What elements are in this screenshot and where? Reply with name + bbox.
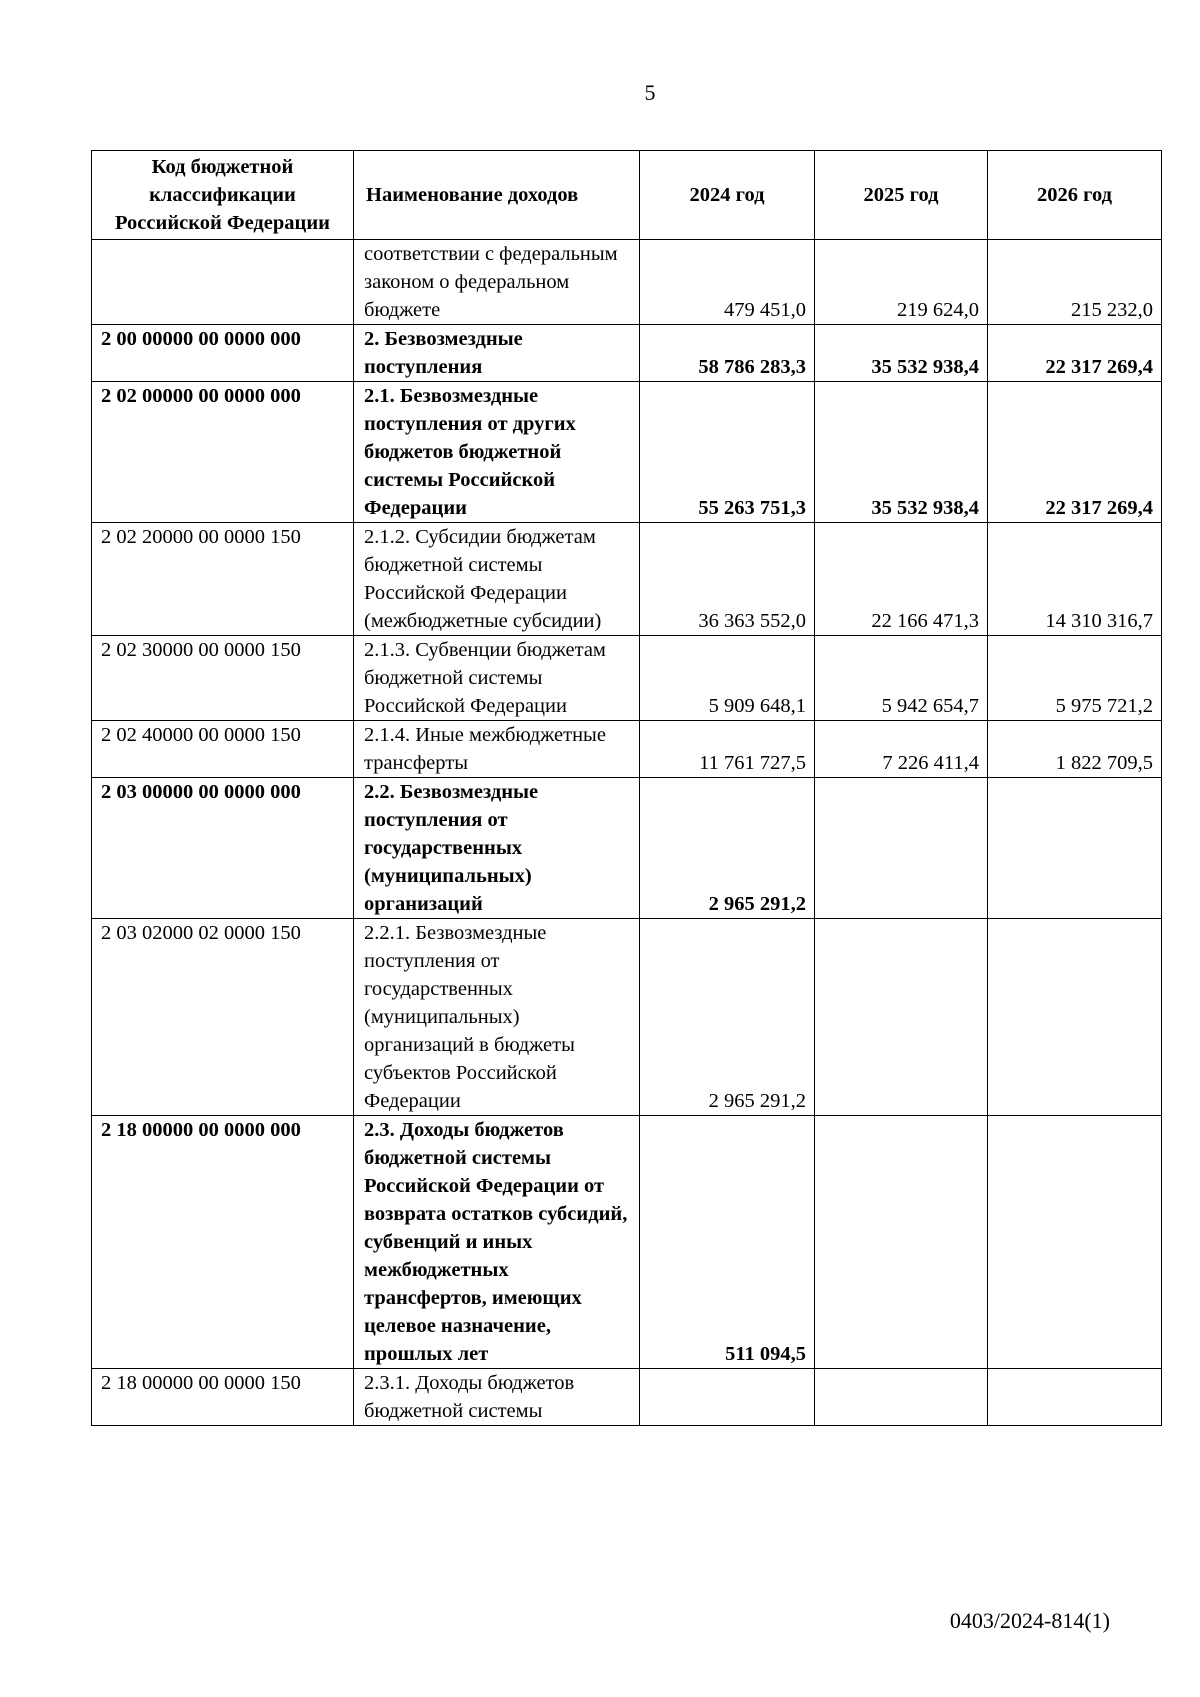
- value-2026-cell: [988, 1116, 1162, 1369]
- revenue-name-cell: 2.2. Безвозмездные поступления от государственных (муниципальных) организаций: [354, 778, 640, 919]
- header-2025: 2025 год: [815, 151, 988, 240]
- table-row: [92, 1116, 1162, 1369]
- value-2026-cell: 22 317 269,4: [988, 382, 1162, 523]
- table-row: [92, 1369, 1162, 1426]
- revenue-table: [91, 150, 1162, 1426]
- revenue-name-cell: 2.1.4. Иные межбюджетные трансферты: [354, 721, 640, 778]
- page-number: 5: [644, 80, 656, 105]
- table-row: [92, 382, 1162, 523]
- code-cell: [92, 240, 354, 325]
- document-number: 0403/2024-814(1): [949, 1608, 1110, 1633]
- value-2025-cell: [815, 778, 988, 919]
- table-row: [92, 240, 1162, 325]
- revenue-name-cell: 2.1.3. Субвенции бюджетам бюджетной системы Российской Федерации: [354, 636, 640, 721]
- table-row: [92, 778, 1162, 919]
- value-2025-cell: 219 624,0: [815, 240, 988, 325]
- value-2026-cell: [988, 1369, 1162, 1426]
- code-cell: 2 03 02000 02 0000 150: [92, 919, 354, 1116]
- code-cell: 2 02 30000 00 0000 150: [92, 636, 354, 721]
- table-row: [92, 523, 1162, 636]
- value-2026-cell: 5 975 721,2: [988, 636, 1162, 721]
- value-2025-cell: [815, 919, 988, 1116]
- value-2026-cell: 14 310 316,7: [988, 523, 1162, 636]
- value-2026-cell: [988, 778, 1162, 919]
- value-2026-cell: 1 822 709,5: [988, 721, 1162, 778]
- table-row: [92, 919, 1162, 1116]
- code-cell: 2 00 00000 00 0000 000: [92, 325, 354, 382]
- value-2024-cell: 5 909 648,1: [640, 636, 815, 721]
- header-name: Наименование доходов: [354, 151, 640, 240]
- value-2025-cell: 35 532 938,4: [815, 325, 988, 382]
- value-2024-cell: [640, 1369, 815, 1426]
- value-2024-cell: 2 965 291,2: [640, 778, 815, 919]
- revenue-name-cell: соответствии с федеральным законом о федеральном бюджете: [354, 240, 640, 325]
- code-cell: 2 03 00000 00 0000 000: [92, 778, 354, 919]
- code-cell: 2 02 00000 00 0000 000: [92, 382, 354, 523]
- revenue-name-cell: 2. Безвозмездные поступления: [354, 325, 640, 382]
- table-row: [92, 325, 1162, 382]
- value-2025-cell: 35 532 938,4: [815, 382, 988, 523]
- value-2025-cell: [815, 1369, 988, 1426]
- value-2025-cell: [815, 1116, 988, 1369]
- header-code: Код бюджетной классификации Российской Федерации: [92, 151, 354, 240]
- value-2026-cell: [988, 919, 1162, 1116]
- value-2024-cell: 511 094,5: [640, 1116, 815, 1369]
- table-row: [92, 636, 1162, 721]
- revenue-name-cell: 2.3.1. Доходы бюджетов бюджетной системы: [354, 1369, 640, 1426]
- table-row: [92, 721, 1162, 778]
- value-2024-cell: 36 363 552,0: [640, 523, 815, 636]
- revenue-name-cell: 2.2.1. Безвозмездные поступления от государственных (муниципальных) организаций в бюджеты субъектов Российской Федерации: [354, 919, 640, 1116]
- value-2025-cell: 7 226 411,4: [815, 721, 988, 778]
- code-cell: 2 02 40000 00 0000 150: [92, 721, 354, 778]
- value-2025-cell: 22 166 471,3: [815, 523, 988, 636]
- value-2024-cell: 58 786 283,3: [640, 325, 815, 382]
- revenue-name-cell: 2.3. Доходы бюджетов бюджетной системы Российской Федерации от возврата остатков субсидий, субвенций и иных межбюджетных трансфертов, имеющих целевое назначение, прошлых лет: [354, 1116, 640, 1369]
- table-body: [92, 240, 1162, 1426]
- value-2024-cell: 479 451,0: [640, 240, 815, 325]
- header-2026: 2026 год: [988, 151, 1162, 240]
- value-2024-cell: 2 965 291,2: [640, 919, 815, 1116]
- header-2024: 2024 год: [640, 151, 815, 240]
- value-2025-cell: 5 942 654,7: [815, 636, 988, 721]
- code-cell: 2 18 00000 00 0000 000: [92, 1116, 354, 1369]
- revenue-name-cell: 2.1. Безвозмездные поступления от других бюджетов бюджетной системы Российской Федерации: [354, 382, 640, 523]
- value-2026-cell: 22 317 269,4: [988, 325, 1162, 382]
- table-header-row: [92, 151, 1162, 240]
- value-2026-cell: 215 232,0: [988, 240, 1162, 325]
- code-cell: 2 02 20000 00 0000 150: [92, 523, 354, 636]
- revenue-name-cell: 2.1.2. Субсидии бюджетам бюджетной системы Российской Федерации (межбюджетные субсидии): [354, 523, 640, 636]
- value-2024-cell: 11 761 727,5: [640, 721, 815, 778]
- value-2024-cell: 55 263 751,3: [640, 382, 815, 523]
- code-cell: 2 18 00000 00 0000 150: [92, 1369, 354, 1426]
